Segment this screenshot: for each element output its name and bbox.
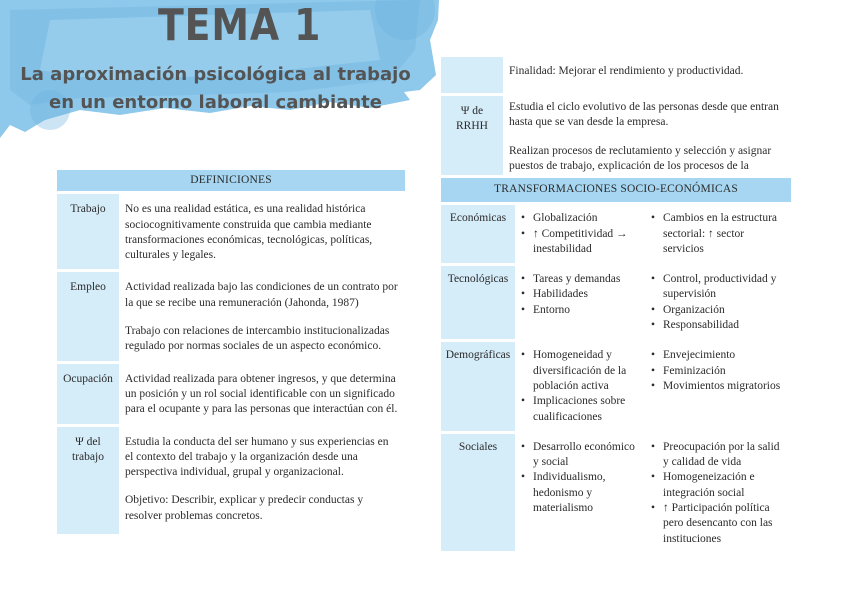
definition-row-trabajo — [57, 194, 405, 269]
transformation-item: • Responsabilidad — [651, 318, 785, 333]
definition-label: Ocupación — [57, 364, 119, 424]
transformation-row-tecnologicas — [441, 266, 791, 339]
transformation-item: • ↑ Participación política pero desencanto con las instituciones — [651, 501, 785, 547]
transformation-item: • Globalización — [521, 211, 639, 226]
transformation-col2 — [645, 266, 791, 339]
transformation-item: • Homogeneización e integración social — [651, 470, 785, 501]
page-title: TEMA 1 — [158, 0, 322, 51]
definition-label: Ψ del trabajo — [57, 427, 119, 534]
definition-label: Trabajo — [57, 194, 119, 269]
rrhh-content — [503, 96, 791, 175]
transformation-item: • ↑ Competitividad → inestabilidad — [521, 227, 639, 258]
transformation-item: • Homogeneidad y diversificación de la población activa — [521, 348, 639, 394]
transformation-item: • Tareas y demandas — [521, 272, 639, 287]
transformation-row-sociales — [441, 434, 791, 551]
transformation-row-economicas — [441, 205, 791, 263]
transformation-col1 — [515, 434, 645, 551]
definition-text: Trabajo con relaciones de intercambio institucionalizadas regulado por normas sociales de un aspecto económico. — [125, 325, 390, 353]
transformation-item: • Habilidades — [521, 287, 639, 302]
definition-row-empleo — [57, 272, 405, 360]
transformation-col2 — [645, 205, 791, 263]
definiciones-header: DEFINICIONES — [57, 170, 405, 191]
transformation-item: • Preocupación por la salid y calidad de vida — [651, 440, 785, 471]
transformation-col2 — [645, 342, 791, 430]
transformation-item: • Desarrollo económico y social — [521, 440, 639, 471]
definition-row-ocupacion — [57, 364, 405, 424]
definiciones-table — [57, 170, 405, 534]
rrhh-row-finalidad — [441, 57, 791, 93]
transformation-col1 — [515, 342, 645, 430]
transformation-item: • Individualismo, hedonismo y materialismo — [521, 470, 639, 516]
page-subtitle: La aproximación psicológica al trabajo en un entorno laboral cambiante — [20, 64, 411, 113]
rrhh-section — [441, 57, 791, 175]
definition-text: Objetivo: Describir, explicar y predecir conductas y resolver problemas concretos. — [125, 494, 364, 522]
transformation-item: • Organización — [651, 303, 785, 318]
transformation-item: • Movimientos migratorios — [651, 379, 785, 394]
definition-text: No es una realidad estática, es una realidad histórica sociocognitivamente construida que cambia mediante transformaciones económicas, tecnológicas, políticas, culturales y legales. — [125, 203, 373, 262]
rrhh-label-empty — [441, 57, 503, 93]
definition-text: Estudia la conducta del ser humano y sus experiencias en el contexto del trabajo y la organización desde una perspectiva individual, grupal y organizacional. — [125, 435, 389, 479]
transformation-label: Sociales — [441, 434, 515, 551]
definition-text: Actividad realizada para obtener ingresos, y que determina un posición y un rol social identificable con un significado para el ocupante y para las personas que interactúan con él. — [125, 372, 398, 416]
rrhh-text: Finalidad: Mejorar el rendimiento y productividad. — [509, 65, 744, 77]
transformation-row-demograficas — [441, 342, 791, 430]
transformation-item: • Feminización — [651, 364, 785, 379]
transformation-col1 — [515, 266, 645, 339]
transformation-label: Tecnológicas — [441, 266, 515, 339]
transformaciones-header: TRANSFORMACIONES SOCIO-ECONÓMICAS — [441, 178, 791, 202]
transformaciones-table — [441, 178, 791, 551]
definition-content — [119, 272, 405, 360]
transformation-item: • Control, productividad y supervisión — [651, 272, 785, 303]
transformation-label: Demográficas — [441, 342, 515, 430]
definition-content — [119, 364, 405, 424]
rrhh-label: Ψ de RRHH — [441, 96, 503, 175]
transformation-item: • Cambios en la estructura sectorial: ↑ sector servicios — [651, 211, 785, 257]
transformation-item: • Implicaciones sobre cualificaciones — [521, 394, 639, 425]
definition-label: Empleo — [57, 272, 119, 360]
transformation-col2 — [645, 434, 791, 551]
transformation-item: • Entorno — [521, 303, 639, 318]
definition-text: Actividad realizada bajo las condiciones de un contrato por la que se recibe una remuneración (Jahonda, 1987) — [125, 281, 398, 309]
rrhh-content — [503, 57, 791, 93]
definition-content — [119, 194, 405, 269]
rrhh-table — [441, 57, 791, 175]
definition-content — [119, 427, 405, 534]
definition-row-psicologia-trabajo — [57, 427, 405, 534]
rrhh-text: Realizan procesos de reclutamiento y selección y asignar puestos de trabajo, explicación de los procesos de la — [509, 144, 772, 172]
transformation-label: Económicas — [441, 205, 515, 263]
rrhh-row-psicologia — [441, 96, 791, 175]
rrhh-text: Estudia el ciclo evolutivo de las personas desde que entran hasta que se van desde la empresa. — [509, 101, 779, 129]
transformation-item: • Envejecimiento — [651, 348, 785, 363]
transformation-col1 — [515, 205, 645, 263]
